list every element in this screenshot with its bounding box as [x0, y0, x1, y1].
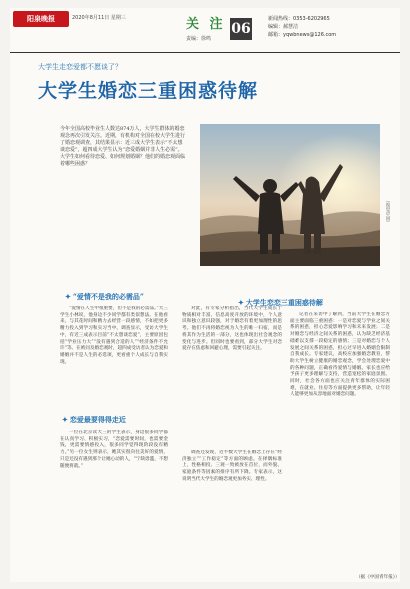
column-5 — [290, 312, 390, 570]
column-2 — [182, 306, 282, 444]
section2-heading: ✦ 恋爱最要得得走近 — [62, 415, 126, 424]
photo-illustration — [200, 124, 380, 266]
star-icon: ✦ — [238, 298, 244, 307]
page-header — [10, 8, 400, 53]
section1-heading: ✦ “爱情不是我的必需品” — [65, 292, 144, 301]
column-2-text: 对此，有专家分析指出，当代大学生成长于物质相对丰富、信息高度开放的环境中，个人意识和独立意识较强，对于婚恋有着更加理性的思考。他们不再将婚恋视为人生的唯一归宿，而是将其作为生活的一部分，这也体现出社会观念的变化与进步。但同时也要看到，部分大学生对恋爱存在焦虑和回避心理，需要引起关注。 — [182, 306, 282, 352]
news-hotline: 新闻热线：0353-6202965 — [268, 16, 330, 22]
section-title: 关 注 — [186, 17, 226, 32]
section-editor: 责编：徐鸣 — [186, 36, 212, 42]
contact-email: 邮箱：yqwbnews@126.com — [268, 32, 337, 38]
column-3 — [60, 430, 168, 578]
column-5-text: 记者在采访中了解到，当前大学生在婚恋方面主要面临三重困惑：一是对恋爱与学业之间关系的困惑，担心恋爱影响学习和未来发展；二是对婚恋与经济之间关系的困惑，认为缺乏经济基础难以支撑一段稳定的感情；三是对婚恋与个人发展之间关系的困惑，担心过早进入婚姻会限制自我成长。专家建议，高校应加强婚恋教育，帮助大学生树立健康的婚恋观念，学会处理恋爱中的各种问题，正确看待爱情与婚姻。家长也应给予孩子更多理解与支持，营造宽松的家庭氛围。同时，社会各方面也应关注青年群体的实际困难，在就业、住房等方面提供更多帮助，让年轻人能够更加从容地面对婚恋问题。 — [290, 312, 390, 398]
couple-sunset-photo — [200, 124, 380, 266]
article-headline: 大学生婚恋三重困惑待解 — [38, 80, 259, 102]
article-kicker: 大学生走恋爱都不愿谈了？ — [38, 63, 122, 71]
column-1-text: “爱情在人生中很重要，但不是我的必需品。”大三学生小林说，他身边不少同学都有类似想法。在他看来，与其花时间和精力去经营一段感情，不如把更多精力投入到学习和实习当中。调查显示，受访大学生中，有近三成表示目前“不太想谈恋爱”，主要原因包括“学业压力大”“没有遇到合适的人”“经济条件不允许”等。在被问及婚恋观时，超四成受访者认为恋爱和婚姻并不是人生的必选项，更看重个人成长与自我实现。 — [60, 306, 168, 365]
photo-credit: （视觉中国） — [385, 198, 390, 225]
column-3-text: 一位在北京读大三的学生表示，身边很多同学都在认真学习、积极实习，“恋爱需要时间，也需要金钱，更需要情感投入，很多同学觉得现阶段没有精力。”另一位女生则表示，她其实很向往美好的爱情，只是还没有遇到那个让她心动的人，“宁缺毋滥，不想随便将就。” — [60, 430, 168, 469]
issue-date: 2020年8月11日 星期三 — [72, 15, 126, 21]
column-4 — [182, 450, 282, 578]
star-icon: ✦ — [62, 415, 68, 424]
newspaper-logo: 阳泉晚报 — [13, 11, 69, 27]
column-1 — [60, 306, 168, 408]
star-icon: ✦ — [65, 292, 71, 301]
page-number: 06 — [230, 18, 252, 40]
newspaper-page — [10, 8, 400, 582]
article-byline: （据《中国青年报》） — [356, 575, 400, 580]
page-editor: 编辑：郝慧洁 — [268, 24, 299, 30]
section3-heading: ✦ 大学生恋恋三重困惑待解 — [238, 298, 323, 307]
article-lead: 今年全国高校毕业生人数达874万人，大学生群体的婚恋观念再次引发关注。近期，有机构对全国在校大学生进行了婚恋观调查，其结果显示：近三成大学生表示“不太想谈恋爱”，超四成大学生认为“恋爱婚姻并非人生必需”。大学生如何看待恋爱、如何规划婚姻？他们的婚恋观面临着哪些困惑？ — [60, 126, 186, 168]
column-4-text: 调查还发现，近半数大学生在婚恋上存在“经济独立”“工作稳定”等方面的顾虑。在择偶标准上，性格相投、三观一致被放在首位，而外貌、家庭条件等因素的排序有所下降。专家表示，这说明当代大学生的婚恋观更加务实、理性。 — [182, 450, 282, 482]
